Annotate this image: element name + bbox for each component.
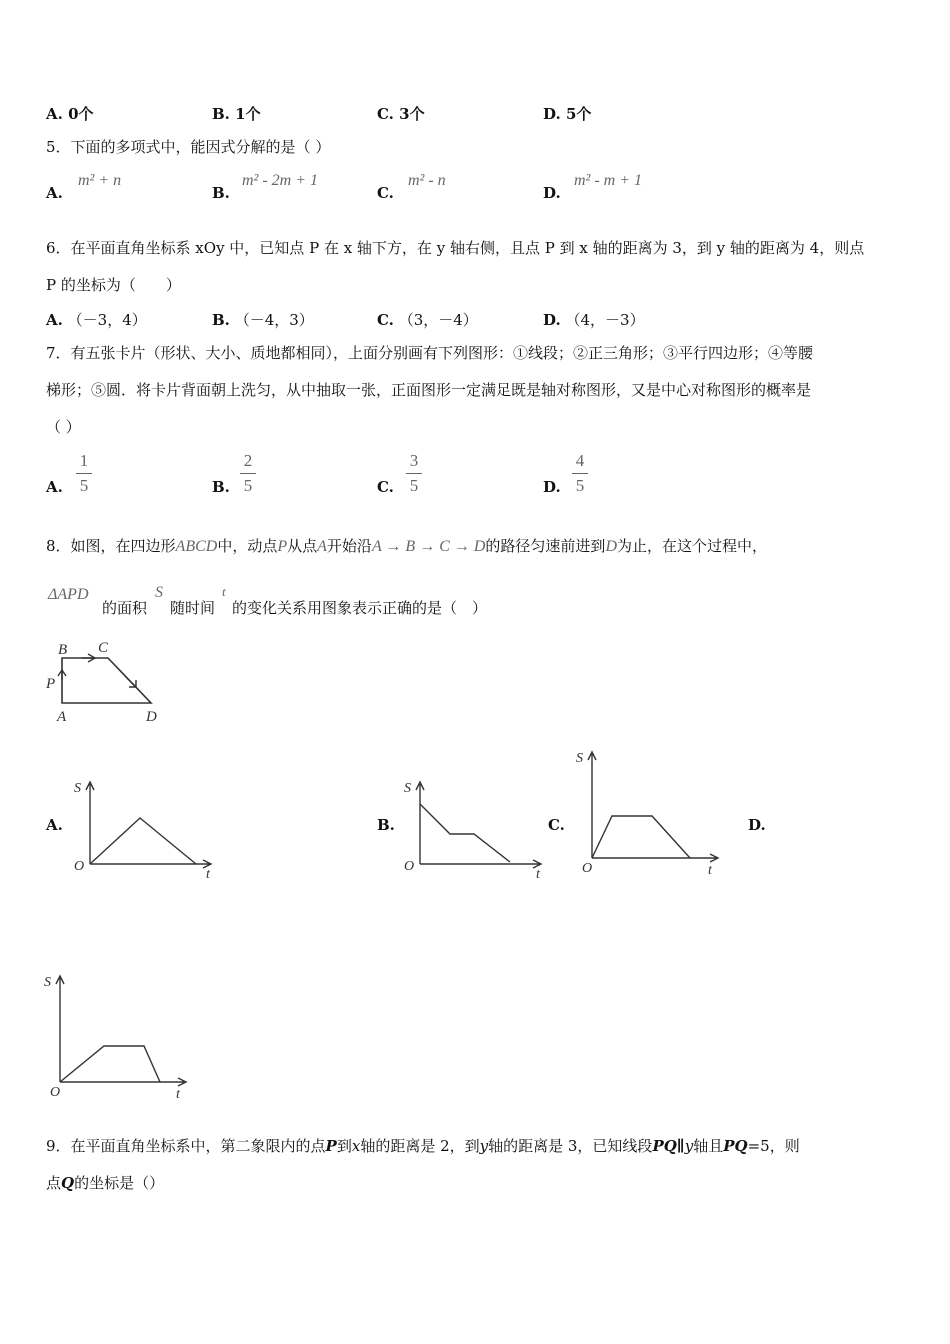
- q8-option-d-label: D.: [748, 816, 766, 834]
- x-axis: [592, 854, 718, 862]
- q5-option-b-label: B.: [212, 184, 230, 202]
- q5-option-b-expr: m² - 2m + 1: [242, 172, 319, 189]
- q5-stem: 5．下面的多项式中，能因式分解的是（ ）: [46, 138, 331, 156]
- q5-option-d-label: D.: [543, 184, 561, 202]
- quadrilateral-outline: [62, 658, 151, 703]
- x-axis: [60, 1078, 186, 1086]
- q8-symbol-t: t: [222, 584, 226, 599]
- label-a: A: [57, 709, 67, 725]
- axis-label-s: S: [44, 975, 51, 990]
- axis-label-s: S: [74, 781, 81, 796]
- q8-graph-a: [70, 772, 220, 884]
- arrow-b-to-c: [82, 654, 95, 662]
- q7-option-d-fraction: 4 5: [572, 451, 588, 496]
- axis-label-t: t: [206, 867, 210, 882]
- q7-stem-line2: 梯形；⑤圆．将卡片背面朝上洗匀，从中抽取一张，正面图形一定满足既是轴对称图形，又是中心对称图形的概率是: [46, 381, 812, 399]
- origin-label: O: [582, 861, 593, 876]
- q8-option-a-label: A.: [46, 816, 63, 834]
- q7-option-b-label: B.: [212, 478, 230, 496]
- q6-option-a: A. （－3，4）: [46, 311, 147, 329]
- q6-stem-line2: P 的坐标为（ ）: [46, 276, 181, 294]
- origin-label: O: [50, 1085, 61, 1100]
- graph-line: [592, 816, 690, 858]
- q8-option-b-label: B.: [377, 816, 395, 834]
- arrow-c-to-d: [125, 676, 136, 687]
- graph-line: [60, 1046, 160, 1082]
- q8-option-c-label: C.: [548, 816, 565, 834]
- q6-option-b: B. （－4，3）: [212, 311, 314, 329]
- origin-label: O: [74, 859, 85, 874]
- q4-option-c: C. 3个: [377, 105, 425, 123]
- q8-stem-area: 的面积: [102, 599, 148, 617]
- label-c: C: [98, 640, 109, 656]
- q7-option-a-fraction: 1 5: [76, 451, 92, 496]
- q7-option-c-fraction: 3 5: [406, 451, 422, 496]
- q8-stem-time: 随时间: [170, 599, 216, 617]
- q6-option-d: D. （4，－3）: [543, 311, 645, 329]
- q5-option-c-label: C.: [377, 184, 394, 202]
- axis-label-s: S: [404, 781, 411, 796]
- label-p: P: [46, 676, 56, 692]
- q8-graph-d: [40, 966, 200, 1106]
- q8-triangle-apd: ΔAPD: [48, 586, 89, 603]
- axis-label-t: t: [176, 1087, 180, 1102]
- axis-label-s: S: [576, 751, 583, 766]
- q7-option-d-label: D.: [543, 478, 561, 496]
- q8-graph-b: [400, 772, 550, 884]
- q8-quadrilateral-figure: [40, 636, 170, 728]
- y-axis: [86, 782, 94, 864]
- q8-stem-line1: 8．如图，在四边形ABCD中，动点P从点A开始沿A → B → C → D的路径匀速前进到D为止，在这个过程中，: [46, 537, 768, 555]
- x-axis: [420, 860, 541, 868]
- axis-label-t: t: [536, 867, 540, 882]
- q8-graph-c: [572, 742, 722, 884]
- y-axis: [416, 782, 424, 864]
- graph-line: [90, 818, 196, 864]
- label-d: D: [146, 709, 157, 725]
- y-axis: [588, 752, 596, 858]
- q4-option-b: B. 1个: [212, 105, 261, 123]
- q6-stem-line1: 6．在平面直角坐标系 xOy 中，已知点 P 在 x 轴下方，在 y 轴右侧，且点 P 到 x 轴的距离为 3，到 y 轴的距离为 4，则点: [46, 239, 865, 257]
- q5-option-d-expr: m² - m + 1: [574, 172, 643, 189]
- q9-stem-line2: 点Q的坐标是（）: [46, 1174, 165, 1192]
- q7-option-b-fraction: 2 5: [240, 451, 256, 496]
- label-b: B: [58, 642, 68, 658]
- y-axis: [56, 976, 64, 1082]
- q7-stem-line3: （ ）: [46, 418, 81, 436]
- q5-option-c-expr: m² - n: [408, 172, 446, 189]
- graph-line: [420, 804, 510, 862]
- q4-option-a: A. 0个: [46, 105, 94, 123]
- q7-option-c-label: C.: [377, 478, 394, 496]
- axis-label-t: t: [708, 863, 712, 878]
- q6-option-c: C. （3，－4）: [377, 311, 478, 329]
- q8-symbol-s: S: [155, 584, 163, 601]
- q5-option-a-expr: m² + n: [78, 172, 122, 189]
- q7-option-a-label: A.: [46, 478, 63, 496]
- q4-option-d: D. 5个: [543, 105, 592, 123]
- q9-stem-line1: 9．在平面直角坐标系中，第二象限内的点P到x轴的距离是 2，到y轴的距离是 3，已知线段PQ∥y轴且PQ=5，则: [46, 1137, 800, 1155]
- q5-option-a-label: A.: [46, 184, 63, 202]
- q8-stem-end: 的变化关系用图象表示正确的是（ ）: [232, 599, 488, 617]
- q7-stem-line1: 7．有五张卡片（形状、大小、质地都相同），上面分别画有下列图形：①线段；②正三角形；③平行四边形；④等腰: [46, 344, 814, 362]
- origin-label: O: [404, 859, 415, 874]
